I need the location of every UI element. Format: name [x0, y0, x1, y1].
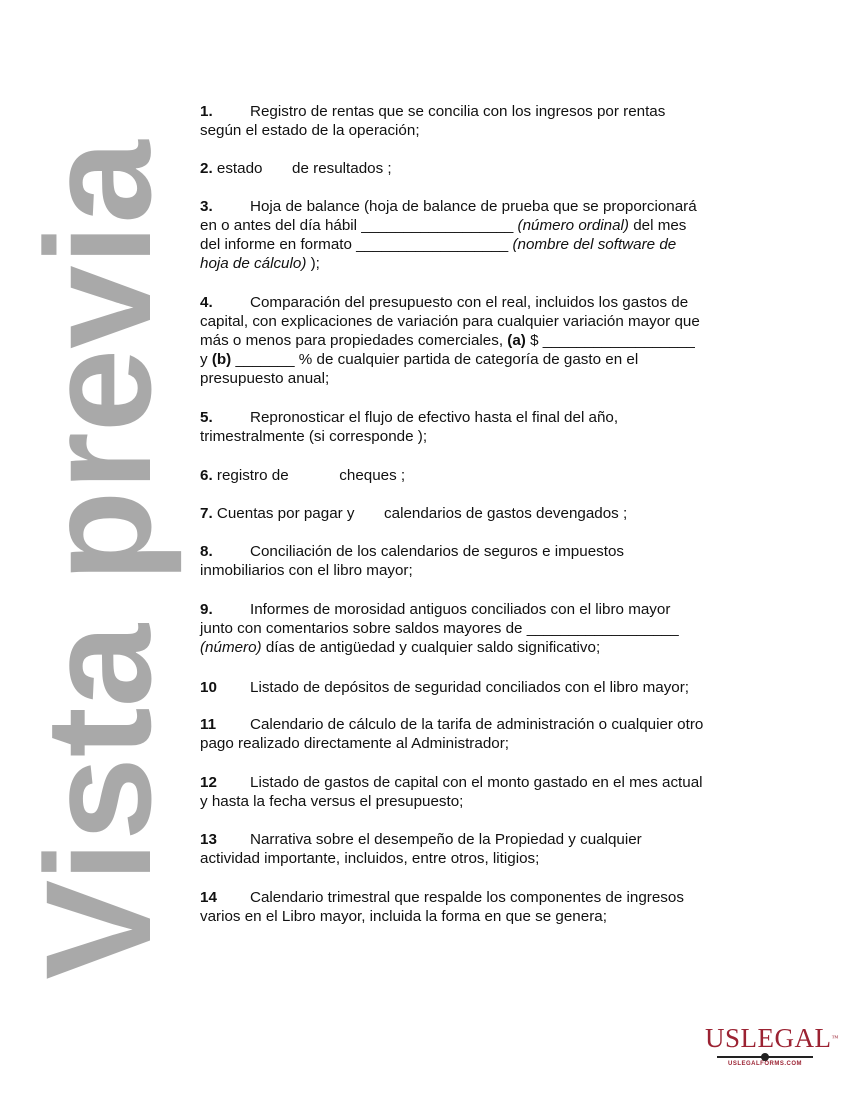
item-text: del mes	[628, 217, 687, 234]
item-number: 6.	[200, 467, 213, 484]
item-line	[200, 888, 760, 907]
item-text: (número ordinal)	[517, 217, 629, 234]
item-line	[200, 792, 760, 811]
uslegal-logo[interactable]	[705, 1023, 839, 1067]
item-line	[200, 542, 760, 561]
item-number: 13	[200, 831, 217, 848]
list-item	[200, 678, 760, 697]
item-line	[200, 293, 760, 312]
item-text: (b)	[211, 351, 232, 368]
item-number: 4.	[200, 294, 213, 311]
item-text: Informes de morosidad antiguos conciliados con el libro mayor	[250, 601, 671, 618]
item-text: inmobiliarios con el libro mayor;	[200, 562, 413, 579]
item-text: pago realizado directamente al Administrador;	[200, 735, 509, 752]
item-line	[200, 907, 760, 926]
item-line	[200, 561, 760, 580]
list-item	[200, 102, 760, 140]
item-line	[200, 408, 760, 427]
item-text: junto con comentarios sobre saldos mayores de __________________	[200, 620, 679, 637]
item-number: 9.	[200, 601, 213, 618]
item-text: días de antigüedad y cualquier saldo significativo;	[261, 639, 601, 656]
item-line	[200, 734, 760, 753]
item-line	[200, 312, 760, 331]
list-item	[200, 888, 760, 926]
item-text: _______ % de cualquier partida de categoría de gasto en el	[231, 351, 639, 368]
item-line	[200, 235, 760, 254]
item-line	[200, 350, 760, 369]
logo-url: USLEGALFORMS.COM	[728, 1061, 802, 1067]
item-line	[200, 638, 760, 657]
item-line	[200, 715, 760, 734]
item-line	[200, 197, 760, 216]
item-line	[200, 619, 760, 638]
list-item	[200, 197, 760, 273]
item-number: 7.	[200, 505, 213, 522]
list-item	[200, 715, 760, 753]
item-line	[200, 102, 760, 121]
item-text: trimestralmente (si corresponde );	[200, 428, 428, 445]
item-text: (número)	[200, 639, 262, 656]
item-line	[200, 678, 760, 697]
item-text: capital, con explicaciones de variación para cualquier variación mayor que	[200, 313, 700, 330]
item-text: actividad importante, incluidos, entre otros, litigios;	[200, 850, 540, 867]
item-text: $ __________________	[525, 332, 695, 349]
list-item	[200, 408, 760, 446]
item-text: registro de cheques ;	[212, 467, 406, 484]
list-item	[200, 504, 760, 523]
item-line	[200, 849, 760, 868]
item-line	[200, 369, 760, 388]
item-text: y hasta la fecha versus el presupuesto;	[200, 793, 464, 810]
item-text: según el estado de la operación;	[200, 122, 420, 139]
item-line	[200, 600, 760, 619]
item-line	[200, 331, 760, 350]
list-item	[200, 466, 760, 485]
item-line	[200, 216, 760, 235]
item-number: 12	[200, 774, 217, 791]
item-number: 2.	[200, 160, 213, 177]
item-number: 8.	[200, 543, 213, 560]
item-text: más o menos para propiedades comerciales,	[200, 332, 508, 349]
item-text: y	[200, 351, 212, 368]
item-line	[200, 504, 760, 523]
item-line	[200, 159, 760, 178]
item-number: 14	[200, 889, 217, 906]
list-item	[200, 293, 760, 388]
item-line	[200, 121, 760, 140]
preview-watermark: Vista previa	[14, 140, 182, 980]
item-text: Conciliación de los calendarios de seguros e impuestos	[250, 543, 624, 560]
item-number: 10	[200, 679, 217, 696]
item-text: presupuesto anual;	[200, 370, 330, 387]
item-text: del informe en formato __________________	[200, 236, 513, 253]
item-line	[200, 427, 760, 446]
item-line	[200, 466, 760, 485]
logo-trademark: ™	[831, 1034, 839, 1042]
item-number: 5.	[200, 409, 213, 426]
item-text: Cuentas por pagar y calendarios de gastos devengados ;	[212, 505, 628, 522]
item-text: estado de resultados ;	[212, 160, 392, 177]
item-text: Repronosticar el flujo de efectivo hasta el final del año,	[250, 409, 619, 426]
eagle-wing-icon	[717, 1053, 813, 1061]
logo-brand	[705, 1023, 839, 1053]
item-text: Registro de rentas que se concilia con los ingresos por rentas	[250, 103, 666, 120]
item-text: Comparación del presupuesto con el real, incluidos los gastos de	[250, 294, 689, 311]
item-text: Hoja de balance (hoja de balance de prueba que se proporcionará	[250, 198, 697, 215]
item-line	[200, 254, 760, 273]
item-text: Narrativa sobre el desempeño de la Propiedad y cualquier	[250, 831, 642, 848]
list-item	[200, 830, 760, 868]
item-text: (a)	[507, 332, 526, 349]
item-text: Calendario de cálculo de la tarifa de administración o cualquier otro	[250, 716, 704, 733]
item-line	[200, 773, 760, 792]
list-item	[200, 159, 760, 178]
list-item	[200, 542, 760, 580]
item-text: Listado de gastos de capital con el monto gastado en el mes actual	[250, 774, 703, 791]
item-number: 1.	[200, 103, 213, 120]
item-number: 11	[200, 716, 217, 733]
list-item	[200, 600, 760, 657]
item-text: en o antes del día hábil __________________	[200, 217, 518, 234]
item-text: Calendario trimestral que respalde los componentes de ingresos	[250, 889, 684, 906]
item-line	[200, 830, 760, 849]
item-text: hoja de cálculo)	[200, 255, 307, 272]
item-text: );	[306, 255, 320, 272]
logo-brand-text: USLEGAL	[705, 1023, 832, 1053]
item-text: (nombre del software de	[512, 236, 677, 253]
item-text: Listado de depósitos de seguridad conciliados con el libro mayor;	[250, 679, 690, 696]
item-number: 3.	[200, 198, 213, 215]
list-item	[200, 773, 760, 811]
item-text: varios en el Libro mayor, incluida la forma en que se genera;	[200, 908, 607, 925]
